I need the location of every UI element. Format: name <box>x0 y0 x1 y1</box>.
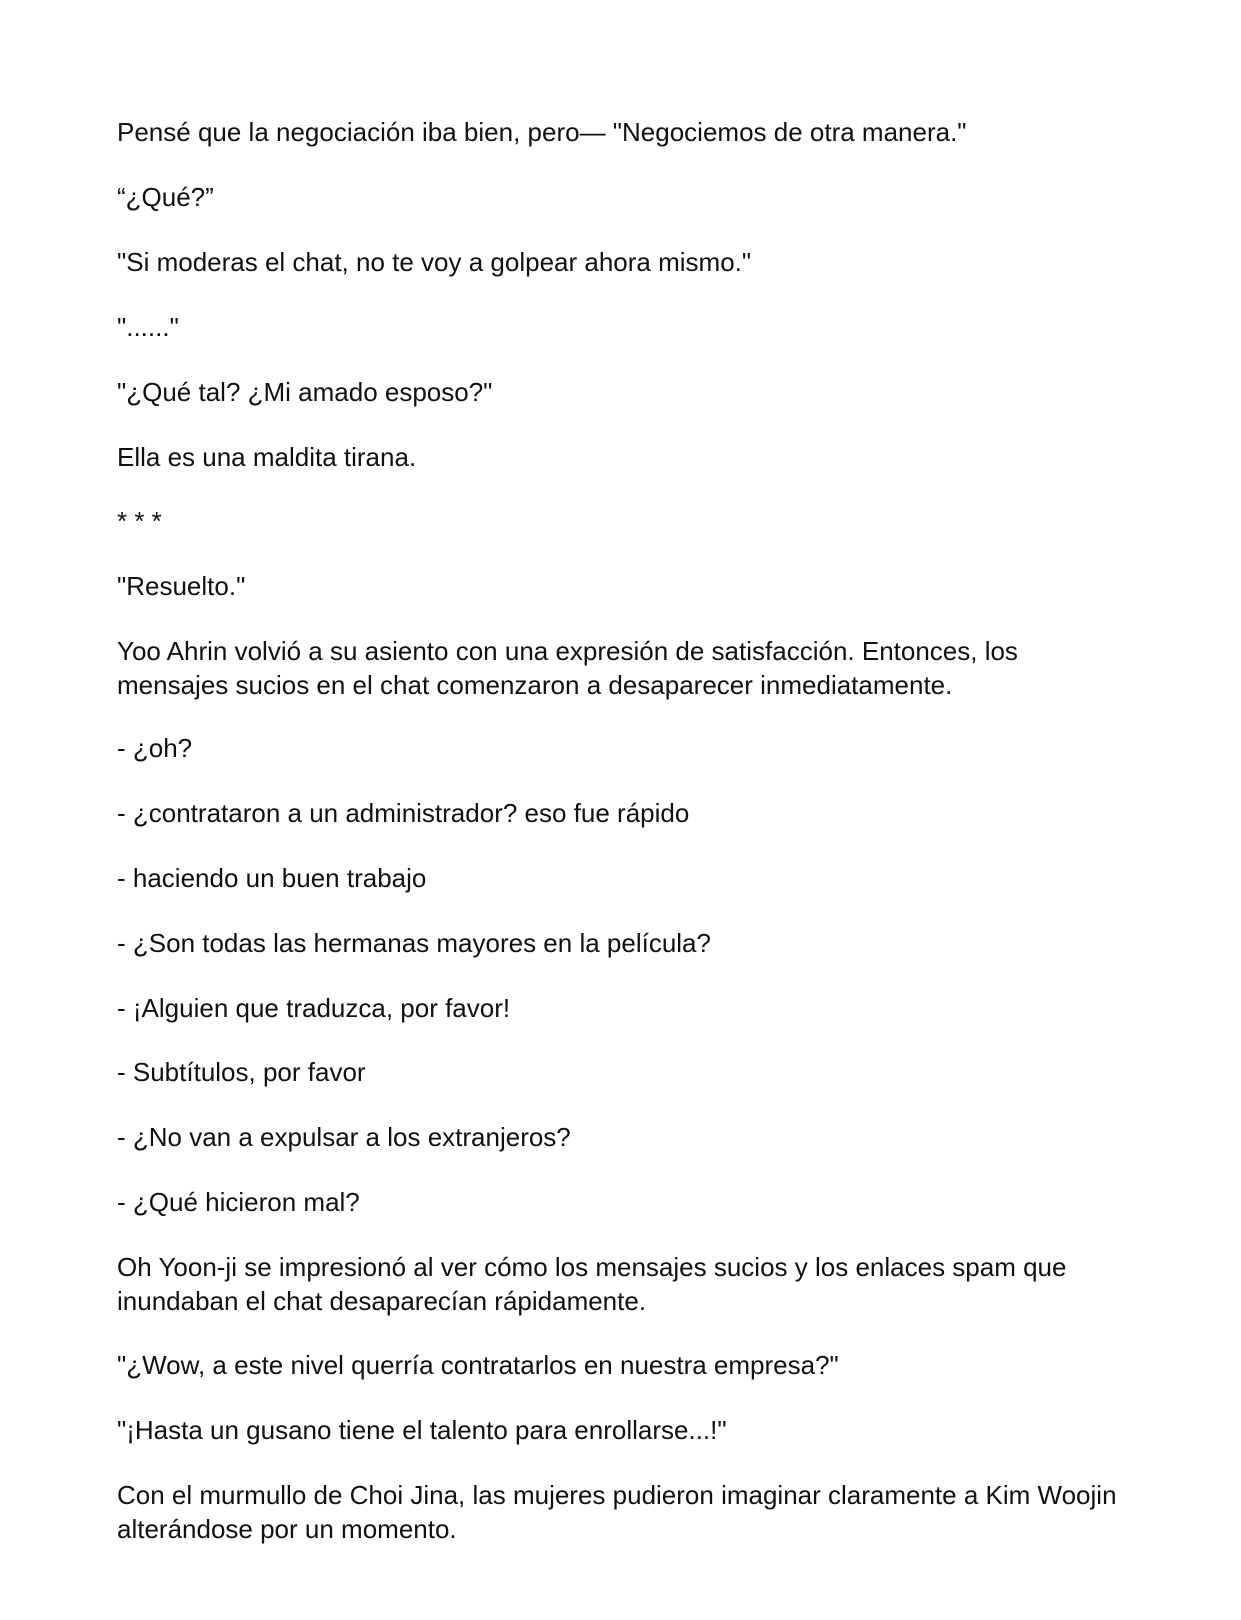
paragraph: "Si moderas el chat, no te voy a golpear ahora mismo." <box>117 247 752 277</box>
chat-line: - ¿contrataron a un administrador? eso fue rápido <box>117 798 690 828</box>
paragraph: "¿Wow, a este nivel querría contratarlos en nuestra empresa?" <box>117 1350 839 1380</box>
chat-line: - ¿Qué hicieron mal? <box>117 1187 360 1217</box>
paragraph: Yoo Ahrin volvió a su asiento con una expresión de satisfacción. Entonces, los mensajes sucios en el chat comenzaron a desaparecer inmediatamente. <box>117 636 1026 700</box>
chat-line: - ¿No van a expulsar a los extranjeros? <box>117 1122 571 1152</box>
paragraph: "¿Qué tal? ¿Mi amado esposo?" <box>117 377 493 407</box>
paragraph: Oh Yoon-ji se impresionó al ver cómo los mensajes sucios y los enlaces spam que inundaban el chat desaparecían rápidamente. <box>117 1252 1074 1316</box>
chat-line: - ¡Alguien que traduzca, por favor! <box>117 993 511 1023</box>
paragraph: "......" <box>117 312 179 342</box>
paragraph: Con el murmullo de Choi Jina, las mujeres pudieron imaginar claramente a Kim Woojin alterándose por un momento. <box>117 1480 1124 1544</box>
paragraph: Pensé que la negociación iba bien, pero— "Negociemos de otra manera." <box>117 117 967 147</box>
paragraph: "¡Hasta un gusano tiene el talento para enrollarse...!" <box>117 1415 727 1445</box>
chat-line: - ¿oh? <box>117 733 193 763</box>
paragraph: “¿Qué?” <box>117 182 214 212</box>
paragraph: Ella es una maldita tirana. <box>117 442 417 472</box>
chat-line: - ¿Son todas las hermanas mayores en la película? <box>117 928 711 958</box>
chat-line: - Subtítulos, por favor <box>117 1057 366 1087</box>
chat-line: - haciendo un buen trabajo <box>117 863 427 893</box>
section-break: * * * <box>117 506 162 536</box>
paragraph: "Resuelto." <box>117 571 246 601</box>
